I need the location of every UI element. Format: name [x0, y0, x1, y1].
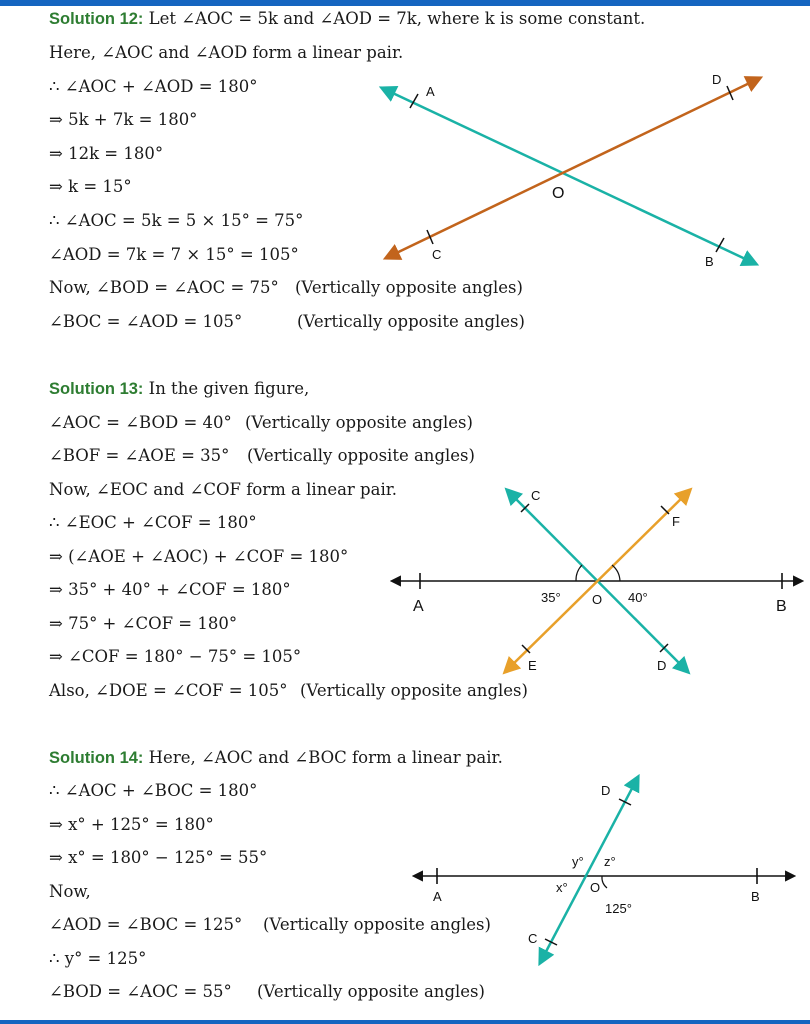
s13-line-4: Now, ∠EOC and ∠COF form a linear pair. [49, 480, 398, 499]
s14-intro: Here, ∠AOC and ∠BOC form a linear pair. [148, 748, 503, 767]
s14-label-o: O [590, 880, 601, 895]
s14-line-7: ∴ y° = 125° [49, 949, 147, 968]
s13-angle-left: 35° [541, 590, 561, 605]
s14-label-d: D [601, 783, 611, 798]
s12-line-7: ∴ ∠AOC = 5k = 5 × 15° = 75° [49, 211, 304, 230]
s13-label-a: A [413, 598, 424, 615]
s13-angle-arc-right [612, 565, 620, 581]
s13-line-2: ∠AOC = ∠BOD = 40° [49, 413, 232, 432]
s14-figure [414, 777, 794, 963]
s12-label-d: D [712, 72, 722, 87]
s13-label-b: B [776, 598, 787, 615]
s12-intro: Let ∠AOC = 5k and ∠AOD = 7k, where k is some constant. [148, 9, 646, 28]
s12-label-b: B [705, 254, 714, 269]
s12-line-6: ⇒ k = 15° [49, 177, 132, 196]
s13-note-1: (Vertically opposite angles) [245, 413, 473, 432]
s13-label-c: C [531, 488, 541, 503]
s14-line-cd [540, 777, 638, 963]
s14-angle-label: 125° [605, 901, 632, 916]
s13-note-2: (Vertically opposite angles) [247, 446, 475, 465]
bottom-accent-bar [0, 1020, 810, 1024]
s13-note-3: (Vertically opposite angles) [300, 681, 528, 700]
s14-label-x: x° [556, 880, 568, 895]
s12-label-c: C [432, 247, 442, 262]
s14-line-5: Now, [49, 882, 91, 901]
s14-angle-arc [602, 876, 607, 888]
s13-label-d: D [657, 658, 667, 673]
s12-heading: Solution 12: [49, 10, 144, 28]
s14-note-1: (Vertically opposite angles) [263, 915, 491, 934]
s12-label-a: A [426, 84, 435, 99]
s14-heading: Solution 14: [49, 749, 144, 767]
s12-note-2: (Vertically opposite angles) [297, 312, 525, 331]
s13-label-o: O [592, 592, 603, 607]
s13-tick-f [661, 506, 669, 514]
s14-label-z: z° [604, 854, 616, 869]
s13-line-5: ∴ ∠EOC + ∠COF = 180° [49, 513, 257, 532]
s12-line-2: Here, ∠AOC and ∠AOD form a linear pair. [49, 43, 404, 62]
s14-label-c: C [528, 931, 538, 946]
s13-line-10: Also, ∠DOE = ∠COF = 105° [49, 681, 288, 700]
s13-angle-arc-left [576, 565, 582, 581]
s13-line-3: ∠BOF = ∠AOE = 35° [49, 446, 230, 465]
s14-line-3: ⇒ x° + 125° = 180° [49, 815, 214, 834]
s14-note-2: (Vertically opposite angles) [257, 982, 485, 1001]
s14-line-4: ⇒ x° = 180° − 125° = 55° [49, 848, 268, 867]
s13-line-8: ⇒ 75° + ∠COF = 180° [49, 614, 238, 633]
s13-figure [392, 488, 802, 673]
s13-label-e: E [528, 658, 537, 673]
s13-label-f: F [672, 514, 680, 529]
s12-line-3: ∴ ∠AOC + ∠AOD = 180° [49, 77, 258, 96]
s13-heading: Solution 13: [49, 380, 144, 398]
s14-label-b: B [751, 889, 760, 904]
s12-line-8: ∠AOD = 7k = 7 × 15° = 105° [49, 245, 299, 264]
s12-line-4: ⇒ 5k + 7k = 180° [49, 110, 198, 129]
s12-note-1: (Vertically opposite angles) [295, 278, 523, 297]
s14-line-6: ∠AOD = ∠BOC = 125° [49, 915, 243, 934]
s12-line-cd [386, 78, 760, 258]
s13-line-6: ⇒ (∠AOE + ∠AOC) + ∠COF = 180° [49, 547, 349, 566]
s12-line-ab [382, 88, 756, 264]
s12-line-5: ⇒ 12k = 180° [49, 144, 164, 163]
s12-label-o: O [552, 185, 565, 202]
s12-figure [382, 72, 760, 269]
s13-line-7: ⇒ 35° + 40° + ∠COF = 180° [49, 580, 291, 599]
s12-line-10: ∠BOC = ∠AOD = 105° [49, 312, 243, 331]
s13-intro: In the given figure, [148, 379, 310, 398]
s13-angle-right: 40° [628, 590, 648, 605]
s14-label-a: A [433, 889, 442, 904]
s13-line-9: ⇒ ∠COF = 180° − 75° = 105° [49, 647, 302, 666]
s14-line-2: ∴ ∠AOC + ∠BOC = 180° [49, 781, 258, 800]
s14-label-y: y° [572, 854, 584, 869]
s12-line-9: Now, ∠BOD = ∠AOC = 75° [49, 278, 279, 297]
s14-line-8: ∠BOD = ∠AOC = 55° [49, 982, 232, 1001]
